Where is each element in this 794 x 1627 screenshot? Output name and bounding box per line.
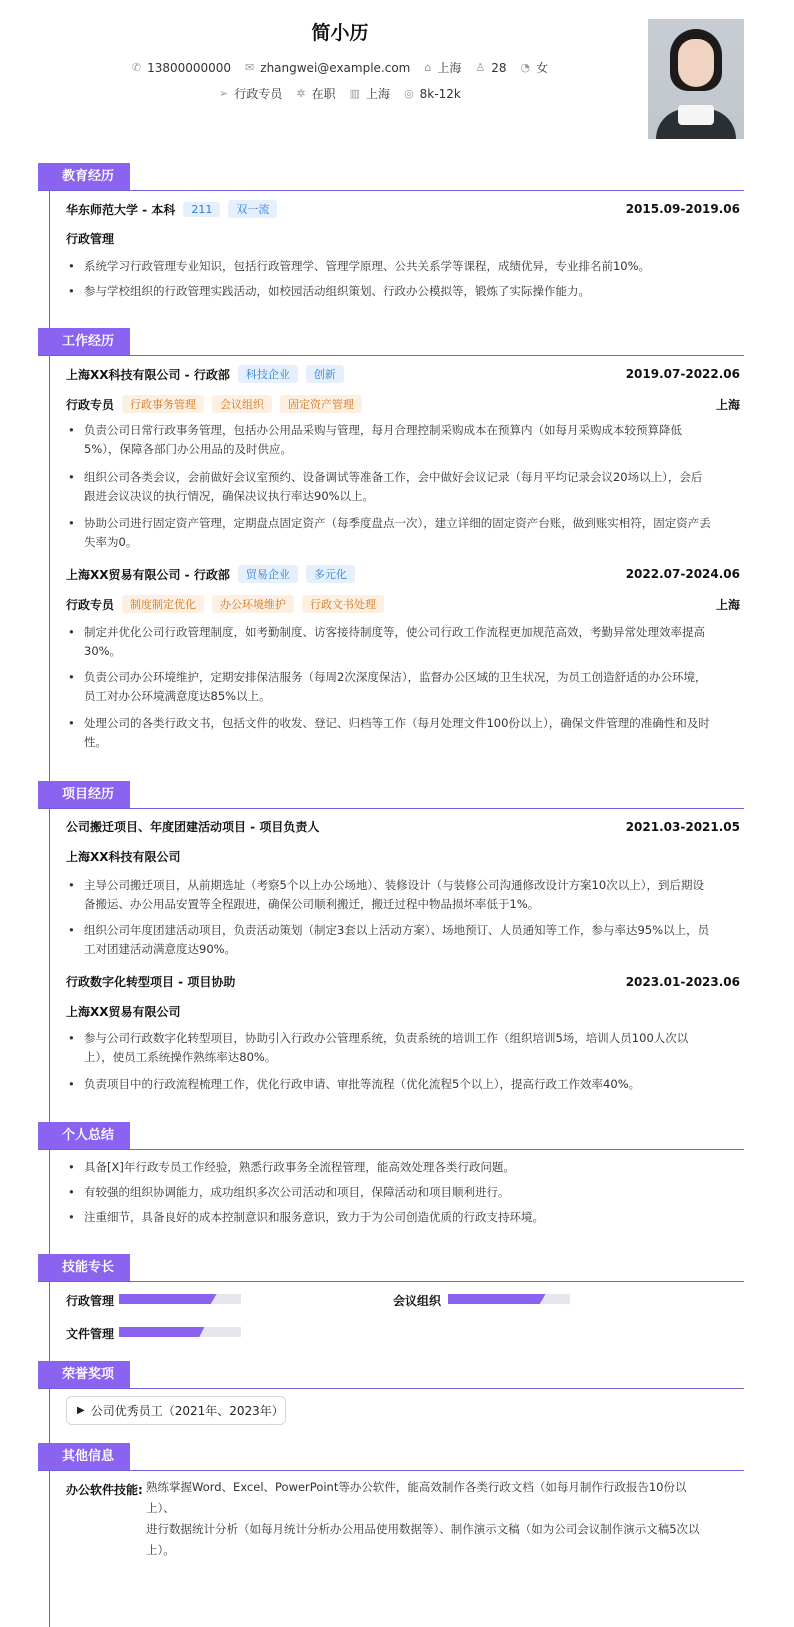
age-item	[475, 59, 506, 76]
education-tag: 双一流	[228, 200, 277, 218]
gender-item	[521, 59, 549, 76]
skill-bar-fill	[119, 1327, 204, 1337]
resume-name: 简小历	[311, 22, 369, 44]
home-icon: ⌂	[424, 61, 432, 74]
city-item	[424, 59, 461, 76]
other-label: 办公软件技能:	[66, 1483, 143, 1497]
list-item: • 参与学校组织的行政管理实践活动，如校园活动组织策划、行政办公模拟等，锻炼了实际操作能力。	[66, 282, 726, 301]
project-name: 行政数字化转型项目 - 项目协助	[66, 975, 236, 989]
major-row	[66, 230, 740, 247]
list-item: • 组织公司年度团建活动项目，负责活动策划（制定3套以上活动方案）、场地预订、人员通知等工作，参与率达95%以上，员 工对团建活动满意度达90%。	[66, 921, 726, 959]
skill-tag: 固定资产管理	[280, 395, 362, 413]
skill-tag: 制度制定优化	[122, 595, 204, 613]
list-item: • 负责公司日常行政事务管理，包括办公用品采购与管理，每月合理控制采购成本在预算内（如每月采购成本较预算降低 5%），保障各部门办公用品的及时供应。	[66, 421, 726, 459]
project-header	[66, 973, 740, 990]
work-header	[66, 565, 740, 583]
user-icon: ♙	[475, 61, 486, 74]
skill-tag: 办公环境维护	[212, 595, 294, 613]
status-icon: ✲	[296, 87, 306, 100]
company-tag: 多元化	[306, 565, 355, 583]
skill-tag: 会议组织	[212, 395, 272, 413]
salary-item	[404, 85, 461, 102]
list-item: • 制定并优化公司行政管理制度，如考勤制度、访客接待制度等，使公司行政工作流程更加规范高效，考勤异常处理效率提高 30%。	[66, 623, 726, 661]
phone-text: 13800000000	[147, 60, 232, 75]
work-date: 2022.07-2024.06	[625, 567, 740, 581]
email-item	[245, 59, 410, 76]
skill-bar	[448, 1294, 570, 1304]
contact-row	[0, 59, 680, 76]
section-divider	[38, 1388, 744, 1389]
skill-name: 行政管理	[66, 1294, 115, 1308]
building-icon: ▥	[349, 87, 361, 100]
section-divider	[38, 355, 744, 356]
list-item: • 有较强的组织协调能力，成功组织多次公司活动和项目，保障活动和项目顺利进行。	[66, 1183, 726, 1202]
target-city-text: 上海	[366, 87, 391, 101]
school-name: 华东师范大学 - 本科	[66, 202, 176, 217]
role-row	[66, 395, 740, 413]
skill-bar-fill	[448, 1294, 546, 1304]
section-work: 工作经历	[38, 328, 130, 355]
timeline-line	[49, 178, 50, 1627]
project-company: 上海XX贸易有限公司	[66, 1005, 181, 1019]
list-item: • 参与公司行政数字化转型项目，协助引入行政办公管理系统，负责系统的培训工作（组织培训5场，培训人员100人次以 上），使员工系统操作熟练率达80%。	[66, 1029, 726, 1067]
status-text: 在职	[311, 87, 336, 101]
project-company-row	[66, 1003, 740, 1020]
skill-tag: 行政事务管理	[122, 395, 204, 413]
work-location: 上海	[715, 397, 740, 412]
list-item: • 主导公司搬迁项目，从前期选址（考察5个以上办公场地）、装修设计（与装修公司沟通修改设计方案10次以上），到后期设 备搬运、办公用品安置等全程跟进，确保公司顺利搬迁，搬迁过程中物品损坏率低于1%。	[66, 876, 726, 914]
gender-text: 女	[536, 61, 549, 75]
project-date: 2021.03-2021.05	[625, 819, 740, 834]
money-icon: ◎	[404, 87, 414, 100]
section-divider	[38, 808, 744, 809]
work-date: 2019.07-2022.06	[625, 367, 740, 381]
skill-name: 会议组织	[393, 1294, 442, 1308]
section-divider	[38, 1149, 744, 1150]
list-item: • 组织公司各类会议，会前做好会议室预约、设备调试等准备工作，会中做好会议记录（每月平均记录会议20场以上），会后 跟进会议决议的执行情况，确保决议执行率达90%以上。	[66, 468, 726, 506]
company-tag: 贸易企业	[238, 565, 298, 583]
role: 行政专员	[66, 597, 115, 612]
education-tag: 211	[183, 202, 220, 217]
major: 行政管理	[66, 232, 115, 246]
work-header	[66, 365, 740, 383]
section-awards: 荣誉奖项	[38, 1361, 130, 1388]
award-item[interactable]	[66, 1396, 286, 1425]
education-header	[66, 200, 740, 218]
skill-tag: 行政文书处理	[302, 595, 384, 613]
phone-icon: ✆	[131, 61, 142, 74]
section-other: 其他信息	[38, 1443, 130, 1470]
project-header	[66, 818, 740, 835]
other-value: 熟练掌握Word、Excel、PowerPoint等办公软件，能高效制作各类行政文档（如每月制作行政报告10份以上）、 进行数据统计分析（如每月统计分析办公用品使用数据等）、制作演示文稿（如为公司会议制作演示文稿5次以 上）。	[146, 1480, 700, 1557]
company-name: 上海XX贸易有限公司 - 行政部	[66, 567, 230, 582]
mail-icon: ✉	[245, 61, 255, 74]
section-project: 项目经历	[38, 781, 130, 808]
list-item: • 负责项目中的行政流程梳理工作，优化行政申请、审批等流程（优化流程5个以上），提高行政工作效率40%。	[66, 1075, 726, 1094]
section-education: 教育经历	[38, 163, 130, 190]
skill-bar-fill	[119, 1294, 217, 1304]
list-item: • 处理公司的各类行政文书，包括文件的收发、登记、归档等工作（每月处理文件100份以上），确保文件管理的准确性和及时 性。	[66, 714, 726, 752]
work-location: 上海	[715, 597, 740, 612]
project-name: 公司搬迁项目、年度团建活动项目 - 项目负责人	[66, 820, 320, 834]
company-tag: 创新	[306, 365, 344, 383]
list-item: • 注重细节，具备良好的成本控制意识和服务意识，致力于为公司创造优质的行政支持环境。	[66, 1208, 726, 1227]
project-company-row	[66, 848, 740, 865]
education-date: 2015.09-2019.06	[625, 202, 740, 216]
list-item: • 协助公司进行固定资产管理，定期盘点固定资产（每季度盘点一次），建立详细的固定资产台账，做到账实相符，固定资产丢 失率为0。	[66, 514, 726, 552]
position-item	[219, 85, 282, 102]
skill-name: 文件管理	[66, 1327, 115, 1341]
age-text: 28	[491, 60, 507, 75]
project-company: 上海XX科技有限公司	[66, 850, 181, 864]
company-name: 上海XX科技有限公司 - 行政部	[66, 367, 230, 382]
job-intent-row	[0, 85, 680, 102]
city-text: 上海	[437, 61, 462, 75]
send-icon: ➢	[219, 87, 229, 100]
company-tag: 科技企业	[238, 365, 298, 383]
salary-text: 8k-12k	[419, 86, 461, 101]
gender-icon: ◔	[520, 61, 531, 74]
profile-photo	[648, 19, 744, 139]
email-text: zhangwei@example.com	[260, 60, 411, 75]
project-date: 2023.01-2023.06	[625, 974, 740, 989]
list-item: • 具备[X]年行政专员工作经验，熟悉行政事务全流程管理，能高效处理各类行政问题。	[66, 1158, 726, 1177]
skill-bar	[119, 1327, 241, 1337]
status-item	[296, 85, 335, 102]
list-item: • 负责公司办公环境维护，定期安排保洁服务（每周2次深度保洁），监督办公区域的卫生状况，为员工创造舒适的办公环境， 员工对办公环境满意度达85%以上。	[66, 668, 726, 706]
section-summary: 个人总结	[38, 1122, 130, 1149]
role: 行政专员	[66, 397, 115, 412]
section-divider	[38, 1281, 744, 1282]
triangle-right-icon: ▶	[77, 1405, 85, 1416]
position-text: 行政专员	[234, 87, 283, 101]
phone-item	[132, 59, 231, 76]
section-divider	[38, 190, 744, 191]
section-divider	[38, 1470, 744, 1471]
section-skills: 技能专长	[38, 1254, 130, 1281]
role-row	[66, 595, 740, 613]
skill-bar	[119, 1294, 241, 1304]
award-text: 公司优秀员工（2021年、2023年）	[90, 1404, 284, 1418]
list-item: • 系统学习行政管理专业知识，包括行政管理学、管理学原理、公共关系学等课程，成绩优异，专业排名前10%。	[66, 257, 726, 276]
target-city-item	[350, 85, 390, 102]
